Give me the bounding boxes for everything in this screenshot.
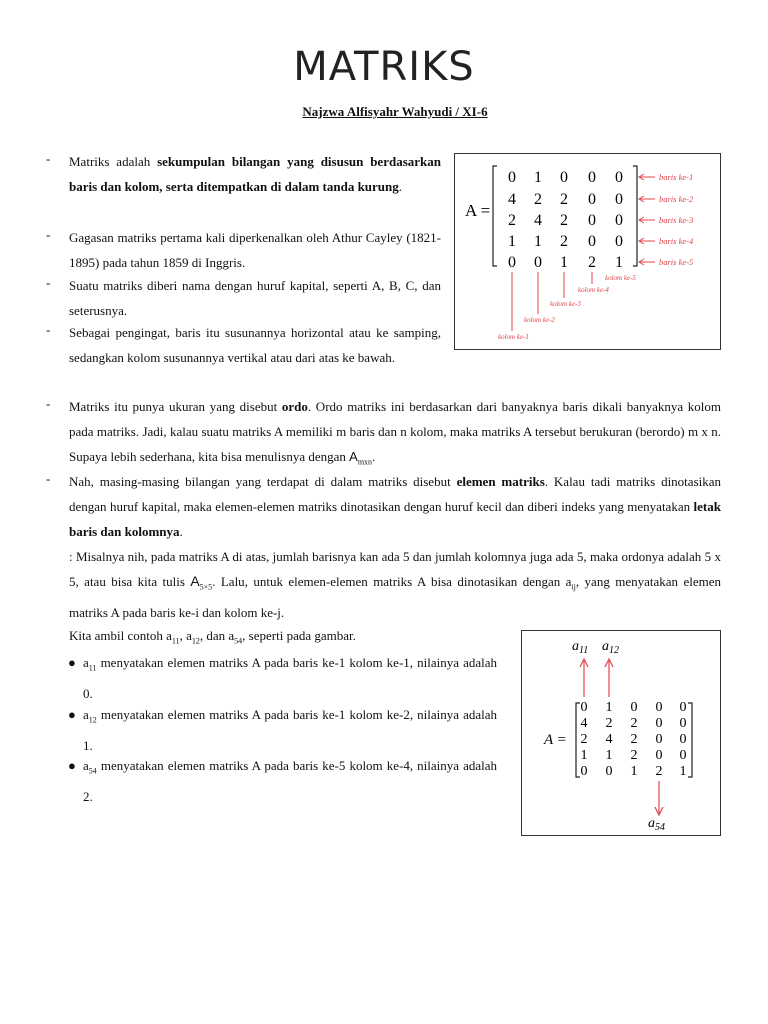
list-item-text: Gagasan matriks pertama kali diperkenalkan oleh Athur Cayley (1821-1895) pada tahun 1859 di Inggris.: [69, 230, 441, 270]
matrix-cell: 4: [508, 191, 516, 208]
list-item-text: [69, 394, 721, 475]
matrix-cell: 0: [615, 212, 623, 229]
left-bracket: [576, 703, 580, 777]
matrix-diagram: [455, 154, 720, 349]
dash-icon: -: [46, 322, 51, 337]
text-span: A: [190, 573, 200, 589]
row-label: baris ke-4: [659, 236, 694, 246]
subscript: 5×5: [199, 582, 213, 592]
matrix-label: A =: [544, 732, 567, 748]
matrix-cell: 0: [679, 700, 687, 715]
list-item-text: [69, 149, 441, 199]
dash-icon: -: [46, 227, 51, 242]
matrix-cell: 4: [605, 732, 613, 747]
matrix-label: A =: [465, 201, 491, 220]
column-label: kolom ke-4: [578, 286, 609, 294]
text-span: . Kalau tadi matriks dinotasikan dengan huruf kapital, maka elemen-elemen matriks dinotasikan dengan huruf kecil dan diberi indeks yang menyatakan: [69, 474, 722, 514]
matrix-cell: 0: [508, 169, 516, 186]
row-label: baris ke-2: [659, 194, 694, 204]
element-label-a54: $a_{54}$: [648, 816, 665, 833]
subscript: 11: [88, 663, 97, 673]
bold-text: ordo: [281, 399, 308, 414]
matrix-cell: 0: [588, 169, 596, 186]
text-span: a: [83, 655, 89, 670]
bullet-dot-icon: ●: [68, 758, 76, 773]
matrix-cell: 0: [615, 233, 623, 250]
matrix-cell: 1: [534, 233, 542, 250]
matrix-cell: 0: [560, 169, 568, 186]
text-span: .: [179, 524, 183, 539]
text-span: menyatakan elemen matriks A pada baris ke-1 kolom ke-2, nilainya adalah 1.: [83, 707, 497, 753]
text-span: , seperti pada gambar.: [242, 628, 356, 643]
matrix-diagram: [522, 631, 720, 835]
dash-icon: -: [46, 151, 51, 166]
matrix-figure-annotated: [454, 153, 721, 350]
list-item-text: Sebagai pengingat, baris itu susunannya horizontal atau ke samping, sedangkan kolom susunannya vertikal atau dari atas ke bawah.: [69, 325, 441, 365]
matrix-cell: 0: [615, 169, 623, 186]
text-span: a: [83, 758, 89, 773]
bold-text: letak baris dan kolomnya: [69, 499, 721, 539]
matrix-cell: 1: [615, 254, 623, 271]
matrix-cell: 0: [588, 191, 596, 208]
matrix-cell: 0: [534, 254, 542, 271]
matrix-cell: 1: [679, 764, 687, 779]
text-span: .: [398, 179, 403, 194]
list-item-text: [69, 469, 721, 544]
text-span: Matriks itu punya ukuran yang disebut: [69, 399, 282, 414]
matrix-cell: 2: [630, 716, 638, 731]
subscript: 54: [88, 766, 97, 776]
right-bracket: [633, 166, 637, 266]
matrix-cell: 1: [605, 700, 613, 715]
matrix-cell: 2: [588, 254, 596, 271]
text-span: A: [349, 449, 358, 464]
subscript: 54: [234, 636, 243, 646]
list-item-text: Suatu matriks diberi nama dengan huruf kapital, seperti A, B, C, dan seterusnya.: [69, 278, 441, 318]
bullet-dot-icon: ●: [68, 707, 76, 722]
matrix-cell: 0: [605, 764, 613, 779]
matrix-cell: 0: [679, 716, 687, 731]
row-label: baris ke-5: [659, 257, 694, 267]
example-paragraph: [69, 544, 721, 625]
column-label: kolom ke-2: [524, 316, 555, 324]
subscript: mxn: [357, 457, 373, 467]
right-bracket: [688, 703, 692, 777]
matrix-cell: 0: [655, 716, 663, 731]
matrix-cell: 2: [534, 191, 542, 208]
matrix-cell: 0: [655, 732, 663, 747]
matrix-cell: 0: [655, 700, 663, 715]
matrix-cell: 0: [580, 764, 588, 779]
row-label: baris ke-3: [659, 215, 694, 225]
matrix-cell: 1: [534, 169, 542, 186]
matrix-cell: 1: [560, 254, 568, 271]
text-span: Kita ambil contoh a: [69, 628, 172, 643]
matrix-cell: 1: [630, 764, 638, 779]
element-label-a11: $a_{11}$: [572, 639, 589, 656]
list-item-text: [83, 702, 497, 758]
matrix-cell: 4: [534, 212, 542, 229]
matrix-cell: 2: [560, 233, 568, 250]
matrix-cell: 0: [630, 700, 638, 715]
matrix-cell: 0: [655, 748, 663, 763]
text-span: menyatakan elemen matriks A pada baris ke-5 kolom ke-4, nilainya adalah 2.: [83, 758, 497, 804]
matrix-cell: 0: [679, 748, 687, 763]
matrix-cell: 2: [560, 212, 568, 229]
text-span: . Lalu, untuk elemen-elemen matriks A bisa dinotasikan dengan a: [212, 574, 572, 589]
bold-text: sekumpulan bilangan yang disusun berdasarkan baris dan kolom, serta ditempatkan di dalam tanda kurung: [69, 154, 441, 194]
author-line: Najzwa Alfisyahr Wahyudi / XI-6: [302, 104, 488, 119]
matrix-cell: 2: [630, 748, 638, 763]
text-span: , a: [179, 628, 192, 643]
document-title: MATRIKS: [293, 44, 475, 90]
matrix-cell: 4: [580, 716, 588, 731]
dash-icon: -: [46, 275, 51, 290]
text-span: .: [372, 449, 376, 464]
row-label: baris ke-1: [659, 172, 694, 182]
text-span: menyatakan elemen matriks A pada baris ke-1 kolom ke-1, nilainya adalah 0.: [83, 655, 497, 701]
dash-icon: -: [46, 471, 51, 486]
list-item-text: [83, 650, 497, 706]
bold-text: elemen matriks: [456, 474, 545, 489]
column-label: kolom ke-3: [550, 300, 581, 308]
matrix-cell: 0: [615, 191, 623, 208]
matrix-cell: 0: [679, 732, 687, 747]
text-span: : Misalnya nih, pada matriks A di atas, jumlah barisnya kan ada 5 dan jumlah kolomnya juga ada 5, maka ordonya adalah 5 x 5, atau bisa kita tulis: [69, 549, 721, 589]
matrix-cell: 0: [508, 254, 516, 271]
subscript: 12: [88, 715, 97, 725]
matrix-cell: 2: [508, 212, 516, 229]
matrix-cell: 2: [605, 716, 613, 731]
text-span: Nah, masing-masing bilangan yang terdapat di dalam matriks disebut: [69, 474, 457, 489]
column-label: kolom ke-5: [605, 274, 636, 282]
text-span: . Ordo matriks ini berdasarkan dari banyaknya baris dikali banyaknya kolom pada matriks. Jadi, kalau suatu matriks A memiliki m baris dan n kolom, maka matriks A tersebut berukuran (berordo) m x n. Supaya lebih sederhana, kita bisa menulisnya dengan: [69, 399, 722, 464]
text-span: , yang menyatakan elemen matriks A pada baris ke-i dan kolom ke-j.: [69, 574, 722, 620]
matrix-cell: 0: [588, 212, 596, 229]
column-label: kolom ke-1: [498, 333, 529, 341]
matrix-cell: 1: [605, 748, 613, 763]
text-span: , dan a: [199, 628, 235, 643]
matrix-cell: 0: [580, 700, 588, 715]
subscript: ij: [571, 582, 576, 592]
matrix-cell: 2: [630, 732, 638, 747]
text-span: Matriks adalah: [69, 154, 158, 169]
matrix-cell: 1: [508, 233, 516, 250]
example-intro: [69, 623, 509, 654]
matrix-cell: 1: [580, 748, 588, 763]
subscript: 11: [171, 636, 180, 646]
bullet-dot-icon: ●: [68, 655, 76, 670]
text-span: a: [83, 707, 89, 722]
matrix-figure-example: [521, 630, 721, 836]
matrix-cell: 2: [655, 764, 663, 779]
list-item-text: [83, 753, 497, 809]
matrix-cell: 2: [580, 732, 588, 747]
dash-icon: -: [46, 396, 51, 411]
matrix-cell: 2: [560, 191, 568, 208]
subscript: 12: [191, 636, 200, 646]
left-bracket: [493, 166, 497, 266]
element-label-a12: $a_{12}$: [602, 639, 619, 656]
matrix-cell: 0: [588, 233, 596, 250]
